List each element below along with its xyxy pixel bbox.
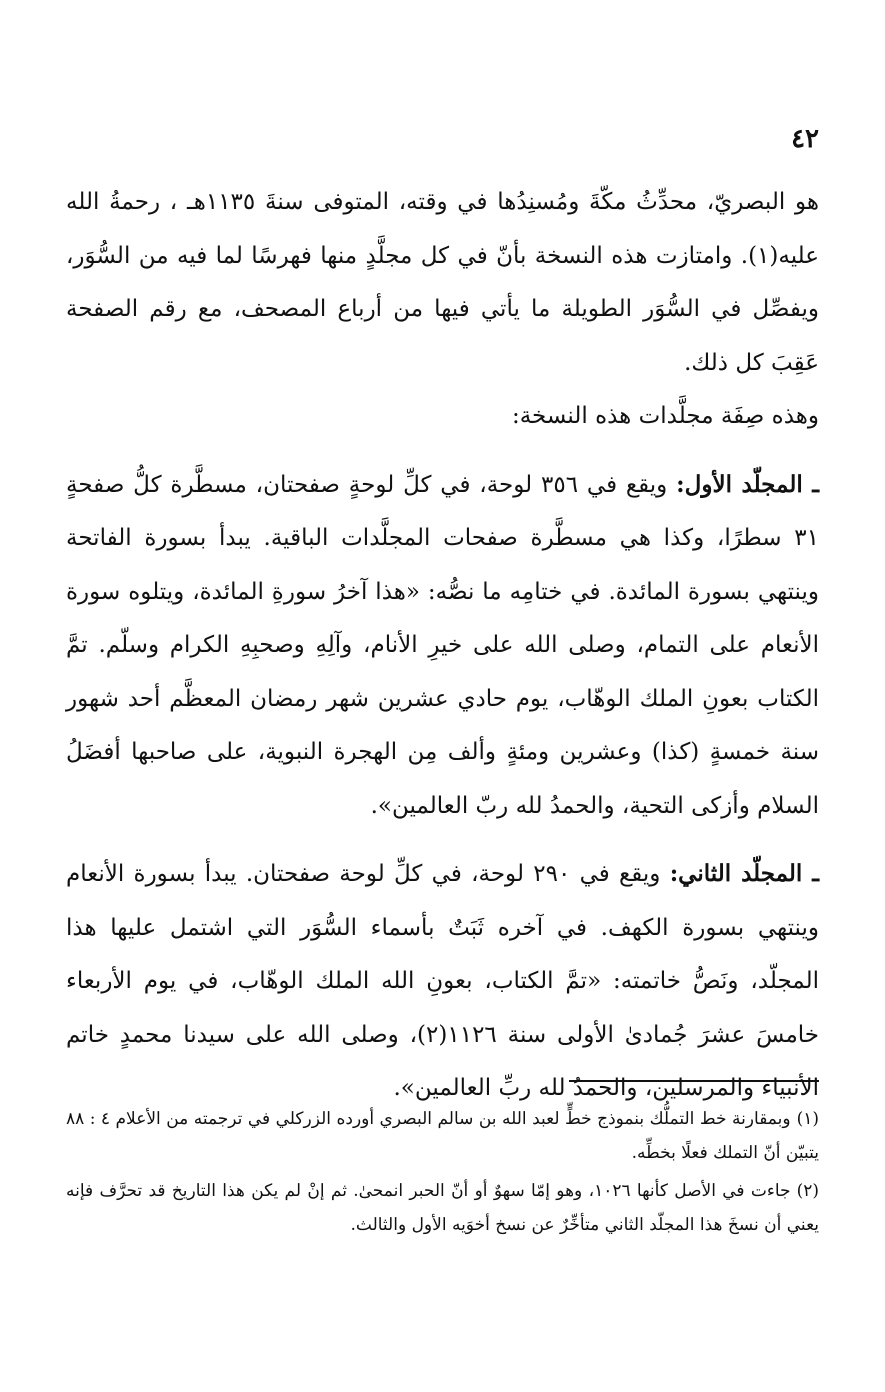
- volume-1-heading: ـ المجلّد الأول:: [676, 470, 819, 498]
- main-text: [66, 176, 819, 1116]
- footnote-2-text: جاءت في الأصل كأنها ١٠٢٦، وهو إمّا سهوٌ أو أنّ الحبر انمحىٰ. ثم إنْ لم يكن هذا التاريخ قد تحرَّف فإنه يعني أن نسخَ هذا المجلّد الثاني متأخِّرٌ عن نسخ أخوَيه الأول والثالث.: [66, 1181, 819, 1235]
- footnote-separator: [569, 1080, 819, 1082]
- footnote-2: [66, 1174, 819, 1242]
- paragraph-volume-2: [66, 847, 819, 1116]
- paragraph-volume-1: [66, 458, 819, 834]
- volume-2-heading: ـ المجلّد الثاني:: [669, 860, 820, 887]
- footnote-2-mark: (٢): [796, 1181, 819, 1201]
- volume-1-text: ويقع في ٣٥٦ لوحة، في كلِّ لوحةٍ صفحتان، مسطَّرة كلُّ صفحةٍ ٣١ سطرًا، وكذا هي مسطَّرة صفحات المجلَّدات الباقية. يبدأ بسورة الفاتحة وينتهي بسورة المائدة. في ختامِه ما نصُّه: «هذا آخرُ سورةِ المائدة، ويتلوه سورة الأنعام على التمام، وصلى الله على خيرِ الأنام، وآلِهِ وصحبِهِ الكرام وسلّم. تمَّ الكتاب بعونِ الملك الوهّاب، يوم حادي عشرين شهر رمضان المعظَّم أحد شهور سنة خمسةٍ (كذا) وعشرين ومئةٍ وألف مِن الهجرة النبوية، على صاحبها أفضَلُ السلام وأزكى التحية، والحمدُ لله ربّ العالمين».: [66, 471, 819, 819]
- volume-2-text: ويقع في ٢٩٠ لوحة، في كلِّ لوحة صفحتان. يبدأ بسورة الأنعام وينتهي بسورة الكهف. في آخره ثَبَتٌ بأسماء السُّوَر التي اشتمل عليها هذا المجلّد، ونَصُّ خاتمته: «تمَّ الكتاب، بعونِ الله الملك الوهّاب، في يوم الأربعاء خامسَ عشرَ جُمادىٰ الأولى سنة ١١٢٦(٢)، وصلى الله على سيدنا محمدٍ خاتم الأنبياء والمرسلين، والحمدُ لله ربِّ العالمين».: [66, 861, 819, 1101]
- footnotes: [66, 1102, 819, 1246]
- footnote-1-text: وبمقارنة خط التملُّك بنموذج خطٍّ لعبد الله بن سالم البصري أورده الزركلي في ترجمته من الأعلام ٤ : ٨٨ يتبيّن أنّ التملك فعلًا بخطِّه.: [66, 1109, 819, 1163]
- footnote-1-mark: (١): [796, 1109, 819, 1129]
- footnote-1: [66, 1102, 819, 1170]
- paragraph-intro: هو البصريّ، محدِّثُ مكّةَ ومُسنِدُها في وقته، المتوفى سنةَ ١١٣٥هـ ، رحمةُ الله عليه(١). وامتازت هذه النسخة بأنّ في كل مجلَّدٍ منها فهرسًا لما فيه من السُّوَر، ويفصِّل في السُّوَر الطويلة ما يأتي فيها من أرباع المصحف، مع رقم الصفحة عَقِبَ كل ذلك.: [66, 189, 819, 376]
- paragraph-description-intro: وهذه صِفَة مجلَّدات هذه النسخة:: [511, 403, 819, 429]
- page-number: ٤٢: [791, 124, 819, 154]
